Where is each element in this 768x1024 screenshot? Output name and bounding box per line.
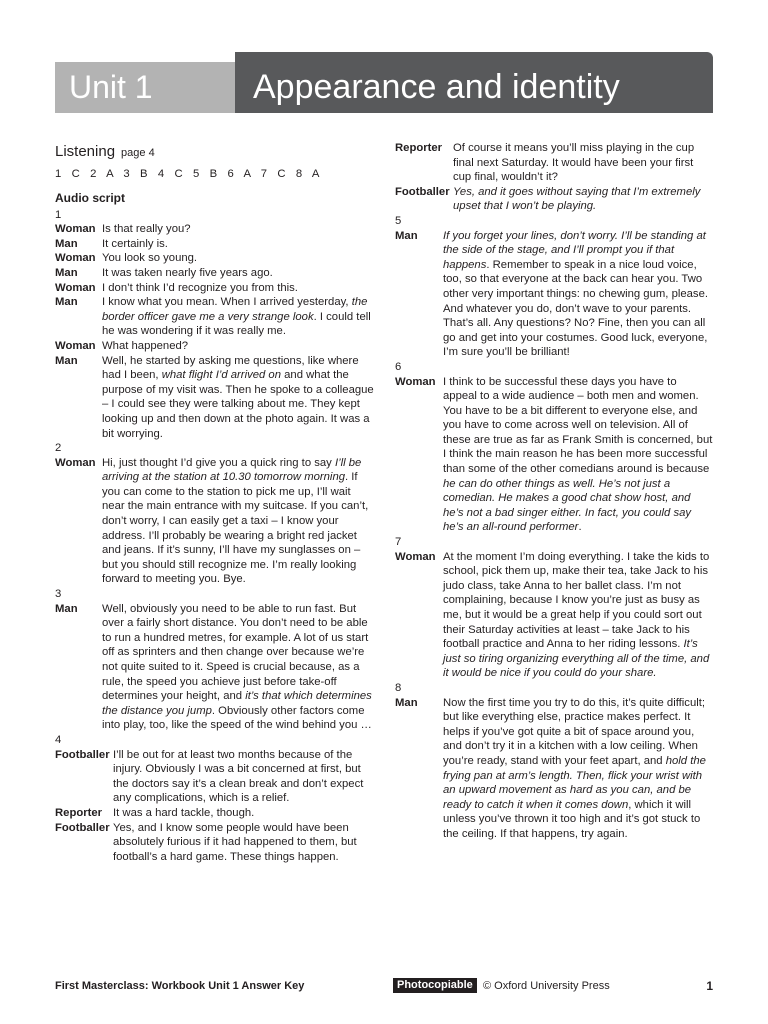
speaker-label: Footballer [395, 185, 450, 198]
dialogue-text: It certainly is. [102, 237, 168, 250]
speaker-label: Man [395, 696, 418, 709]
dialogue-text: Well, obviously you need to be able to run fast. But over a fairly short distance. You don’t need to be able to run a hundred metres, for example. A lot of us start off as sprinters and then change over because we’re not quite suited to it. Speed is crucial because, as a rule, the speed you achieve just before take-off determines your height, and it’s that which determines the distance you jump. Obviously other factors come into play, too, like the speed of the wind behind you … [102, 602, 372, 732]
speaker-label: Man [55, 237, 78, 250]
dialogue-text: What happened? [102, 339, 189, 352]
left-script [55, 208, 375, 865]
speaker-label: Reporter [395, 142, 443, 154]
speaker-label: Woman [395, 375, 436, 388]
dialogue-line [55, 295, 375, 339]
dialogue-line [55, 237, 375, 252]
speaker-label: Footballer [55, 821, 110, 834]
dialogue-text: Well, he started by asking me questions, like where had I been, what flight I’d arrived on and what the purpose of my visit was. Then he spoke to a colleague – I could see they were talking about me. They kept looking up and then down at the photo again. It was a bit worrying. [102, 354, 374, 440]
dialogue-text: Hi, just thought I’d give you a quick ring to say I’ll be arriving at the station at 10.30 tomorrow morning. If you can come to the station to pick me up, I’ll wait near the main entrance with my suitcase. If you can’t, don’t worry, I can easily get a taxi – I know your address. I’ll probably be wearing a bright red jacket and jeans. If it’s sunny, I’ll have my sunglasses on – but you should still recognize me. I’m really looking forward to meeting you. Bye. [102, 456, 369, 586]
dialogue-line [395, 229, 713, 360]
dialogue-line [55, 354, 375, 442]
dialogue-line [395, 141, 713, 185]
speaker-label: Woman [55, 223, 96, 236]
dialogue-text: I don’t think I’d recognize you from this. [102, 281, 298, 294]
speaker-label: Man [55, 602, 78, 615]
dialogue-text: Is that really you? [102, 223, 191, 236]
right-script [395, 141, 713, 842]
dialogue-text: At the moment I’m doing everything. I take the kids to school, pick them up, make their tea, take Jack to his judo class, take Anna to her ballet class. I’m not complaining, because I know you’re just as busy as me, but it would be a great help if you could sort out their Saturday activities at least – take Jack to his football practice and Anna to her riding lessons. It’s just so tiring organizing everything all of the time, and it would be nice if you could do your share. [443, 550, 710, 680]
section-number: 1 [55, 208, 62, 221]
dialogue-text: I know what you mean. When I arrived yesterday, the border officer gave me a very strange look. I could tell he was wondering if it was really me. [102, 296, 371, 338]
right-column [395, 141, 713, 842]
dialogue-line [55, 806, 375, 821]
answer-key: 1 C 2 A 3 B 4 C 5 B 6 A 7 C 8 A [55, 168, 321, 180]
dialogue-line [55, 821, 375, 865]
dialogue-text: If you forget your lines, don’t worry. I’ll be standing at the side of the stage, and I’ll prompt you if that happens. Remember to speak in a nice loud voice, too, so that everyone at the back can hear you. Two other very important things: no chewing gum, please. And whatever you do, don’t wave to your parents. That’s all. Any questions? No? Fine, then you can all go and get into your costumes. Good luck, everyone, I’m sure you’ll be brilliant! [443, 229, 708, 359]
dialogue-line [55, 281, 375, 296]
section-number: 8 [395, 681, 402, 694]
dialogue-line [55, 266, 375, 281]
photocopiable-badge: Photocopiable [393, 978, 477, 993]
speaker-label: Man [55, 266, 78, 279]
page-title: Appearance and identity [235, 52, 713, 113]
dialogue-text: Of course it means you’ll miss playing in the cup final next Saturday. It would have been your first cup final, wouldn’t it? [453, 142, 695, 184]
page-number: 1 [706, 979, 713, 993]
dialogue-text: Now the first time you try to do this, it’s quite difficult; but like everything else, practice makes perfect. It helps if you’ve got quite a bit of space around you, and don’t try it in a kitchen with a low ceiling. When you’re ready, stand with your feet apart, and hold the frying pan at arm’s length. Then, flick your wrist with an upward movement as hard as you can, and be ready to catch it when it comes down, which it will unless you’ve thrown it too high and it’s got stuck to the ceiling. If that happens, try again. [443, 696, 706, 840]
speaker-label: Woman [55, 281, 96, 294]
section-number: 4 [55, 733, 62, 746]
dialogue-text: It was taken nearly five years ago. [102, 266, 273, 279]
dialogue-line [395, 185, 713, 214]
left-column [55, 143, 375, 864]
listening-heading [55, 143, 375, 162]
listening-title: Listening [55, 143, 116, 160]
dialogue-text: You look so young. [102, 252, 198, 265]
dialogue-line [55, 251, 375, 266]
unit-label: Unit 1 [55, 62, 235, 113]
dialogue-line [395, 696, 713, 842]
dialogue-text: I think to be successful these days you have to appeal to a wide audience – both men and women. You have to be a bit different to everyone else, and you have to come across well on television. All of these are true as far as Frank Smith is concerned, but I think the main reason he has been more successful than some of the other comedians around is because he can do other things as well. He’s not just a comedian. He makes a good chat show host, and he’s not a bad singer either. In fact, you could say he’s an all-round performer. [443, 375, 713, 534]
speaker-label: Man [395, 229, 418, 242]
speaker-label: Man [55, 354, 78, 367]
section-number: 7 [395, 536, 402, 549]
audio-script-heading: Audio script [55, 190, 126, 205]
dialogue-line [55, 222, 375, 237]
dialogue-text: It was a hard tackle, though. [113, 806, 255, 819]
dialogue-text: Yes, and it goes without saying that I’m extremely upset that I won’t be playing. [453, 185, 701, 213]
dialogue-line [55, 339, 375, 354]
section-number: 3 [55, 588, 62, 601]
dialogue-line [395, 375, 713, 536]
speaker-label: Woman [55, 252, 96, 265]
dialogue-line [395, 550, 713, 681]
dialogue-line [55, 456, 375, 587]
speaker-label: Woman [55, 339, 96, 352]
section-number: 2 [55, 442, 62, 455]
dialogue-line [55, 602, 375, 733]
listening-page-ref: page 4 [121, 147, 155, 159]
copyright-notice: © Oxford University Press [483, 980, 610, 992]
speaker-label: Woman [395, 550, 436, 563]
section-number: 6 [395, 360, 402, 373]
page-footer [55, 978, 713, 994]
footer-title: First Masterclass: Workbook Unit 1 Answer Key [55, 980, 305, 992]
speaker-label: Man [55, 296, 78, 309]
speaker-label: Footballer [55, 748, 110, 761]
speaker-label: Woman [55, 456, 96, 469]
section-number: 5 [395, 214, 402, 227]
dialogue-text: I’ll be out for at least two months because of the injury. Obviously I was a bit concerned at first, but the doctors say it’s a clean break and don’t expect any complications, which is a relief. [113, 748, 364, 805]
dialogue-line [55, 748, 375, 806]
speaker-label: Reporter [55, 806, 103, 819]
dialogue-text: Yes, and I know some people would have been absolutely furious if it had happened to them, but football’s a hard game. These things happen. [113, 821, 357, 863]
